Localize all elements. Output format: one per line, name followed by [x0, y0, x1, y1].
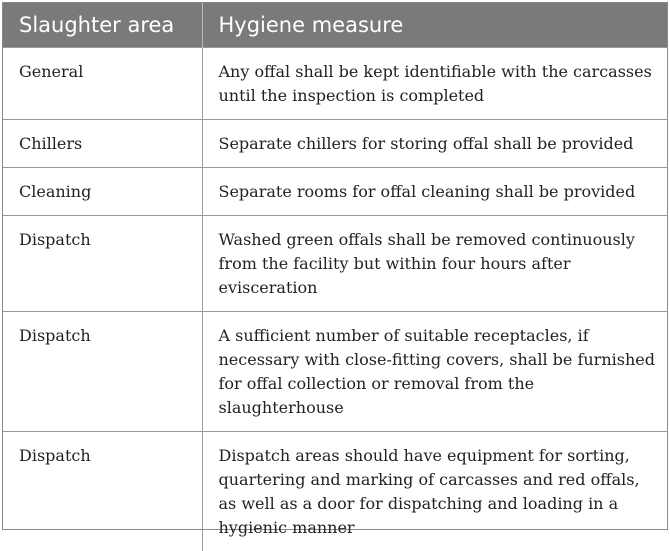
table-row [3, 120, 667, 168]
cell-slaughter-area: Dispatch [3, 432, 202, 551]
header-row [3, 3, 667, 48]
cell-hygiene-measure: A sufficient number of suitable receptacles, if necessary with close-fitting covers, shall be furnished for offal collection or removal from the slaughterhouse [202, 312, 667, 432]
cell-hygiene-measure: Washed green offals shall be removed continuously from the facility but within four hours after evisceration [202, 216, 667, 312]
table-row [3, 312, 667, 432]
cell-hygiene-measure: Dispatch areas should have equipment for sorting, quartering and marking of carcasses and red offals, as well as a door for dispatching and loading in a hygienic manner [202, 432, 667, 551]
table-row [3, 168, 667, 216]
header-hygiene-measure: Hygiene measure [202, 3, 667, 48]
table-body [3, 48, 667, 551]
header-slaughter-area: Slaughter area [3, 3, 202, 48]
cell-slaughter-area: Chillers [3, 120, 202, 168]
cell-slaughter-area: Cleaning [3, 168, 202, 216]
table-row [3, 48, 667, 120]
cell-slaughter-area: Dispatch [3, 312, 202, 432]
hygiene-measures-table [3, 3, 667, 551]
cell-hygiene-measure: Separate chillers for storing offal shall be provided [202, 120, 667, 168]
hygiene-table-container [2, 2, 668, 530]
cell-hygiene-measure: Any offal shall be kept identifiable with the carcasses until the inspection is completed [202, 48, 667, 120]
cell-slaughter-area: General [3, 48, 202, 120]
table-row [3, 216, 667, 312]
cell-hygiene-measure: Separate rooms for offal cleaning shall be provided [202, 168, 667, 216]
cell-slaughter-area: Dispatch [3, 216, 202, 312]
table-row [3, 432, 667, 551]
table-header [3, 3, 667, 48]
